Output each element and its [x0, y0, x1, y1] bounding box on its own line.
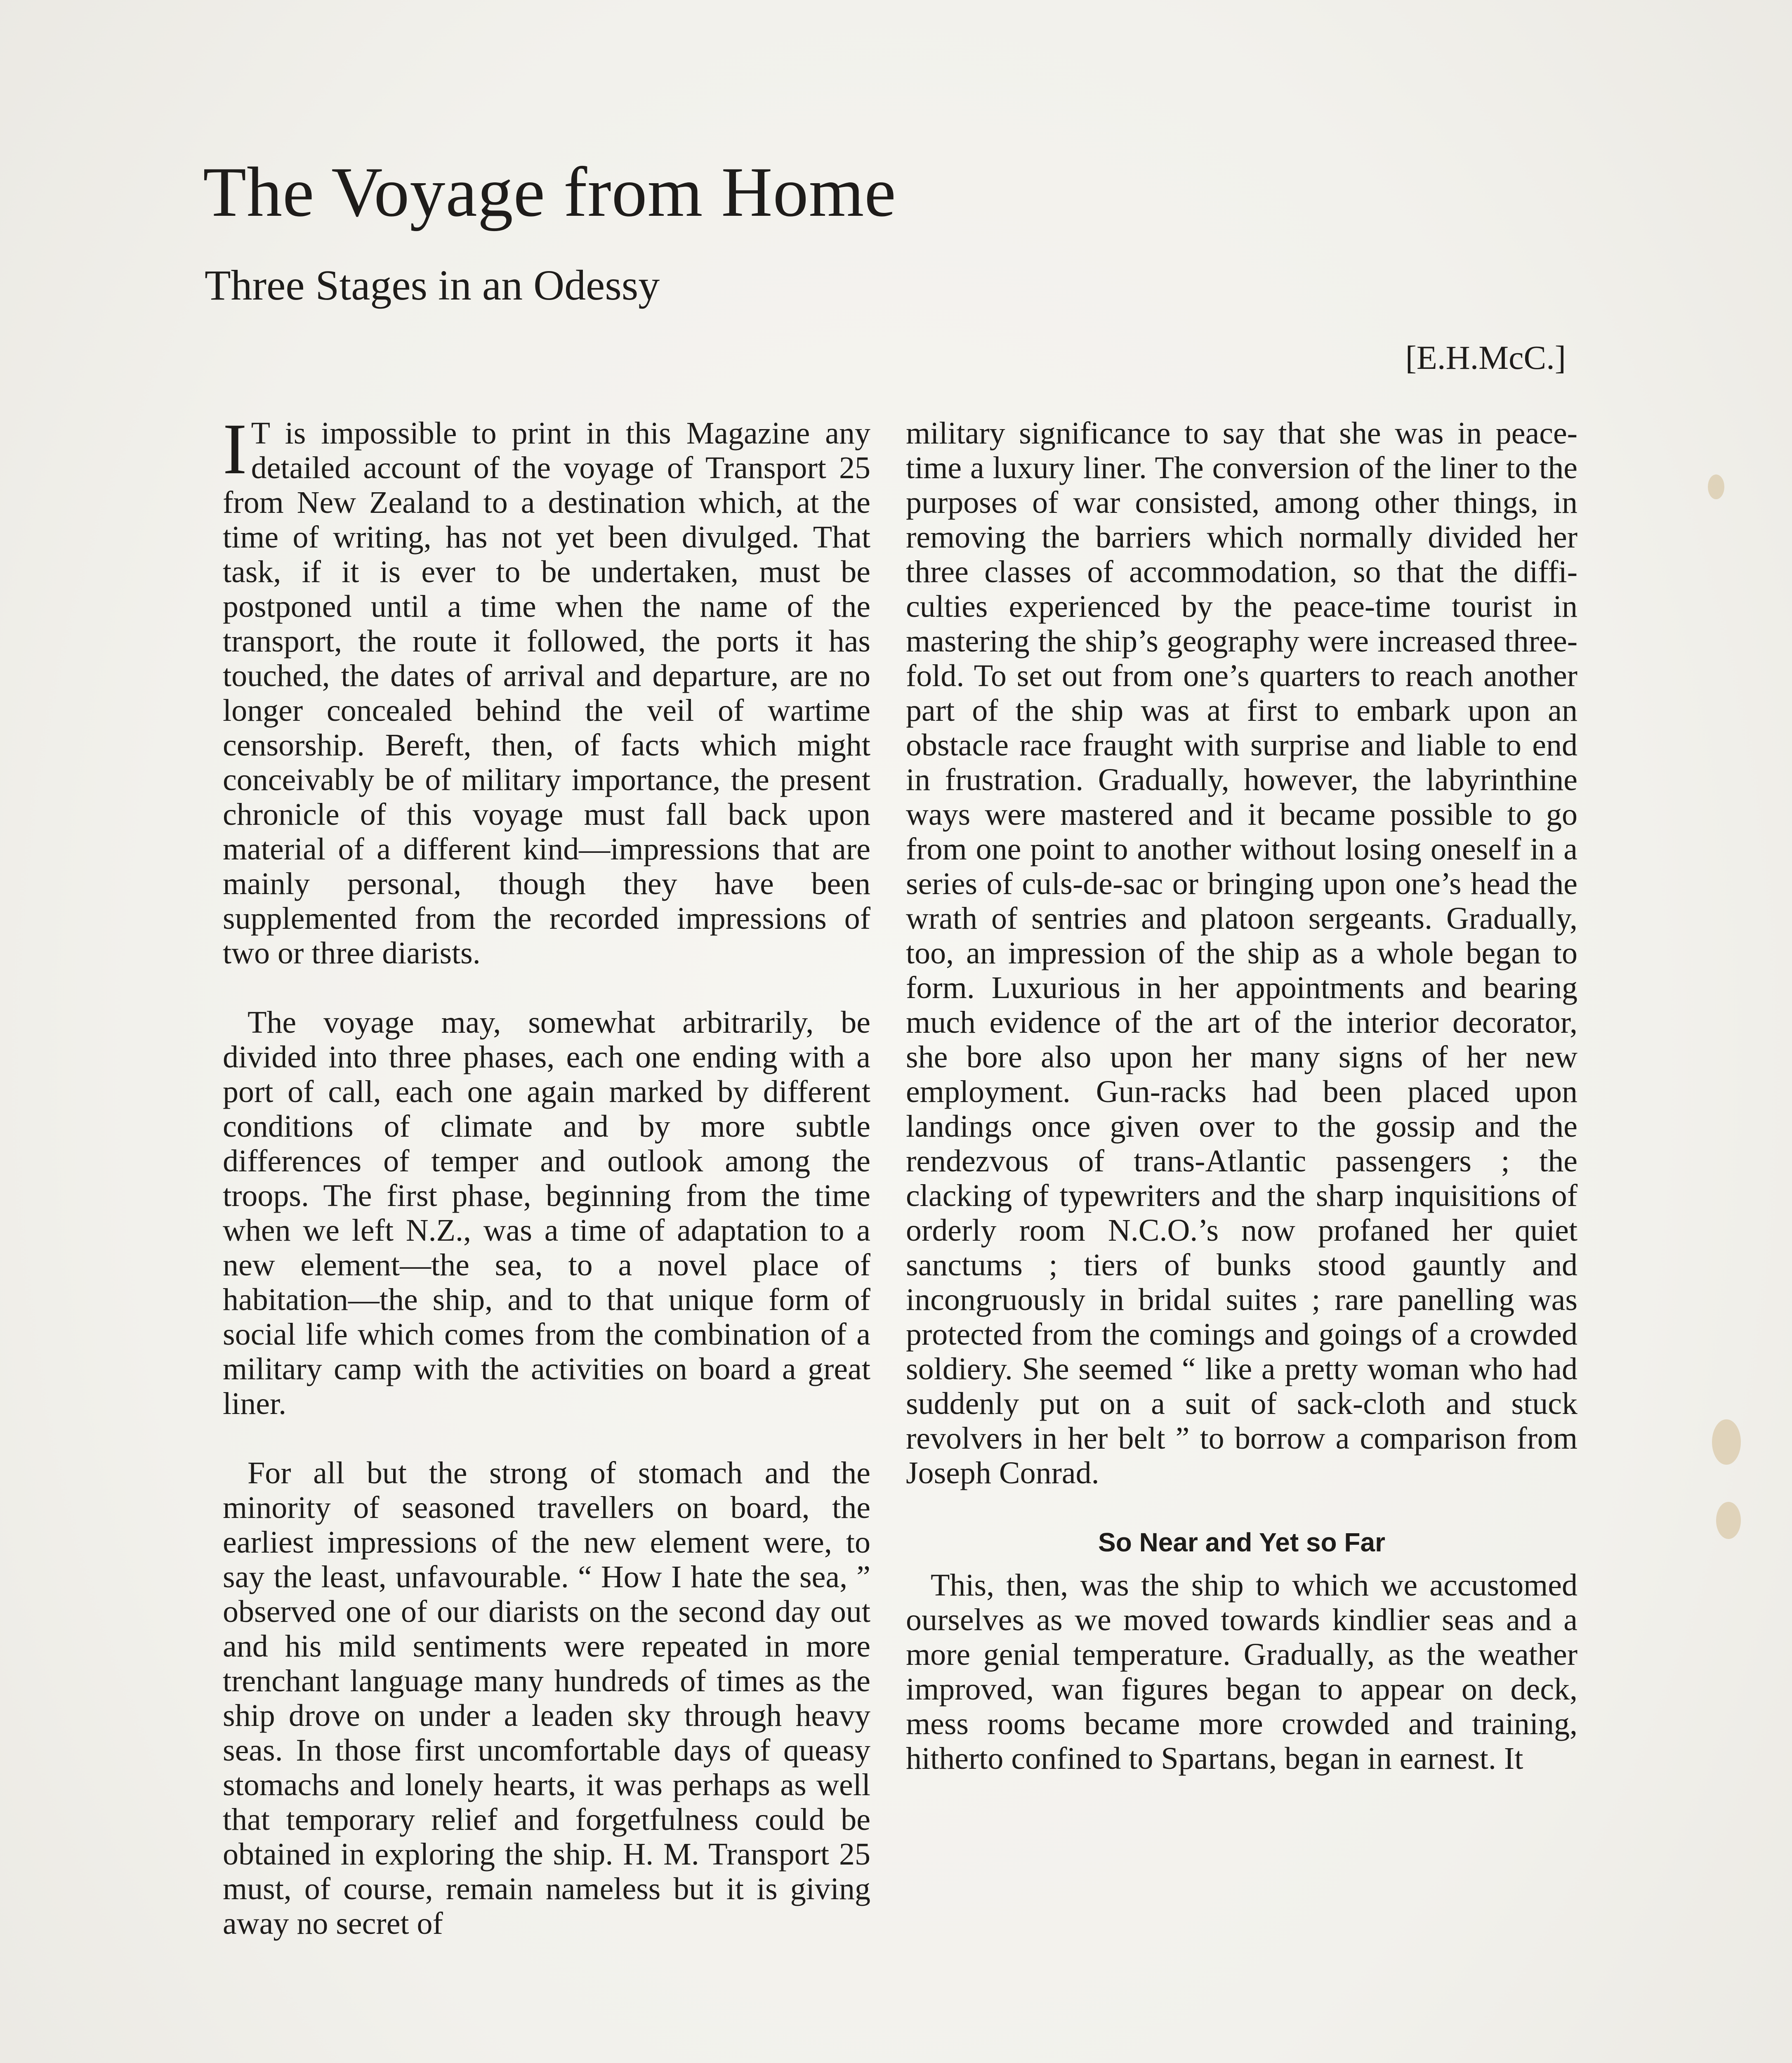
- drop-cap: I: [223, 409, 247, 489]
- paragraph-5: This, then, was the ship to which we accustomed ourselves as we moved towards kindlier seas and a more genial temperature. Gradually, as the weather improved, wan figures began to appear on deck, mess rooms became more crowded and training, hitherto confined to Spartans, began in earnest. It: [906, 1568, 1577, 1776]
- article-title: The Voyage from Home: [203, 153, 896, 231]
- article-subtitle: Three Stages in an Odessy: [205, 262, 660, 309]
- right-column: [906, 416, 1577, 1776]
- paragraph-2: The voyage may, somewhat arbitrarily, be divided into three phases, each one ending with a port of call, each one again marked by different conditions of climate and by more subtle differences of temper and outlook among the troops. The first phase, beginning from the time when we left N.Z., was a time of adaptation to a new element—the sea, to a novel place of habitation—the ship, and to that unique form of social life which comes from the combination of a military camp with the activities on board a great liner.: [223, 1005, 870, 1421]
- left-column: [223, 409, 870, 1941]
- paragraph-3: For all but the strong of stomach and the minority of seasoned travellers on board, the earliest impressions of the new element were, to say the least, unfavourable. “ How I hate the sea, ” observed one of our diarists on the second day out and his mild sentiments were repeated in more trenchant language many hundreds of times as the ship drove on under a leaden sky through heavy seas. In those first uncomfortable days of queasy stomachs and lonely hearts, it was perhaps as well that temporary relief and forgetfulness could be obtained in exploring the ship. H. M. Transport 25 must, of course, remain nameless but it is giving away no secret of: [223, 1456, 870, 1941]
- paper-stain: [1712, 1419, 1741, 1465]
- section-subheading: So Near and Yet so Far: [1098, 1527, 1385, 1557]
- paragraph-1-text: T is impossible to print in this Magazine any detailed account of the voyage of Transport 25 from New Zealand to a destination which, at the time of writing, has not yet been divulged. That task, if it is ever to be undertaken, must be postponed until a time when the name of the transport, the route it followed, the ports it has touched, the dates of arrival and departure, are no longer concealed behind the veil of wartime censorship. Bereft, then, of facts which might conceivably be of military importance, the present chronicle of this voyage must fall back upon material of a different kind—impressions that are mainly personal, though they have been supplemented from the recorded impressions of two or three diarists.: [223, 416, 870, 970]
- paper-stain: [1716, 1502, 1741, 1539]
- paragraph-1: [223, 409, 870, 970]
- author-byline: [E.H.McC.]: [1405, 339, 1566, 376]
- paper-stain: [1708, 474, 1724, 499]
- paragraph-4: military significance to say that she was in peace-time a luxury liner. The conversion of the liner to the purposes of war consisted, among other things, in removing the barriers which normally divided her three classes of accommodation, so that the difficulties experienced by the peace-time tourist in mastering the ship’s geography were increased three-fold. To set out from one’s quarters to reach another part of the ship was at first to embark upon an obstacle race fraught with surprise and liable to end in frustration. Gradually, however, the labyrinthine ways were mastered and it became possible to go from one point to another without losing oneself in a series of culs-de-sac or bringing upon one’s head the wrath of sentries and platoon sergeants. Gradually, too, an impression of the ship as a whole began to form. Luxurious in her appointments and bearing much evidence of the art of the interior decorator, she bore also upon her many signs of her new employment. Gun-racks had been placed upon landings once given over to the gossip and the rendezvous of trans-Atlantic passengers ; the clacking of typewriters and the sharp inquisitions of orderly room N.C.O.’s now profaned her quiet sanctums ; tiers of bunks stood gauntly and incongruously in bridal suites ; rare panelling was protected from the comings and goings of a crowded soldiery. She seemed “ like a pretty woman who had suddenly put on a suit of sack-cloth and stuck revolvers in her belt ” to borrow a comparison from Joseph Conrad.: [906, 416, 1577, 1490]
